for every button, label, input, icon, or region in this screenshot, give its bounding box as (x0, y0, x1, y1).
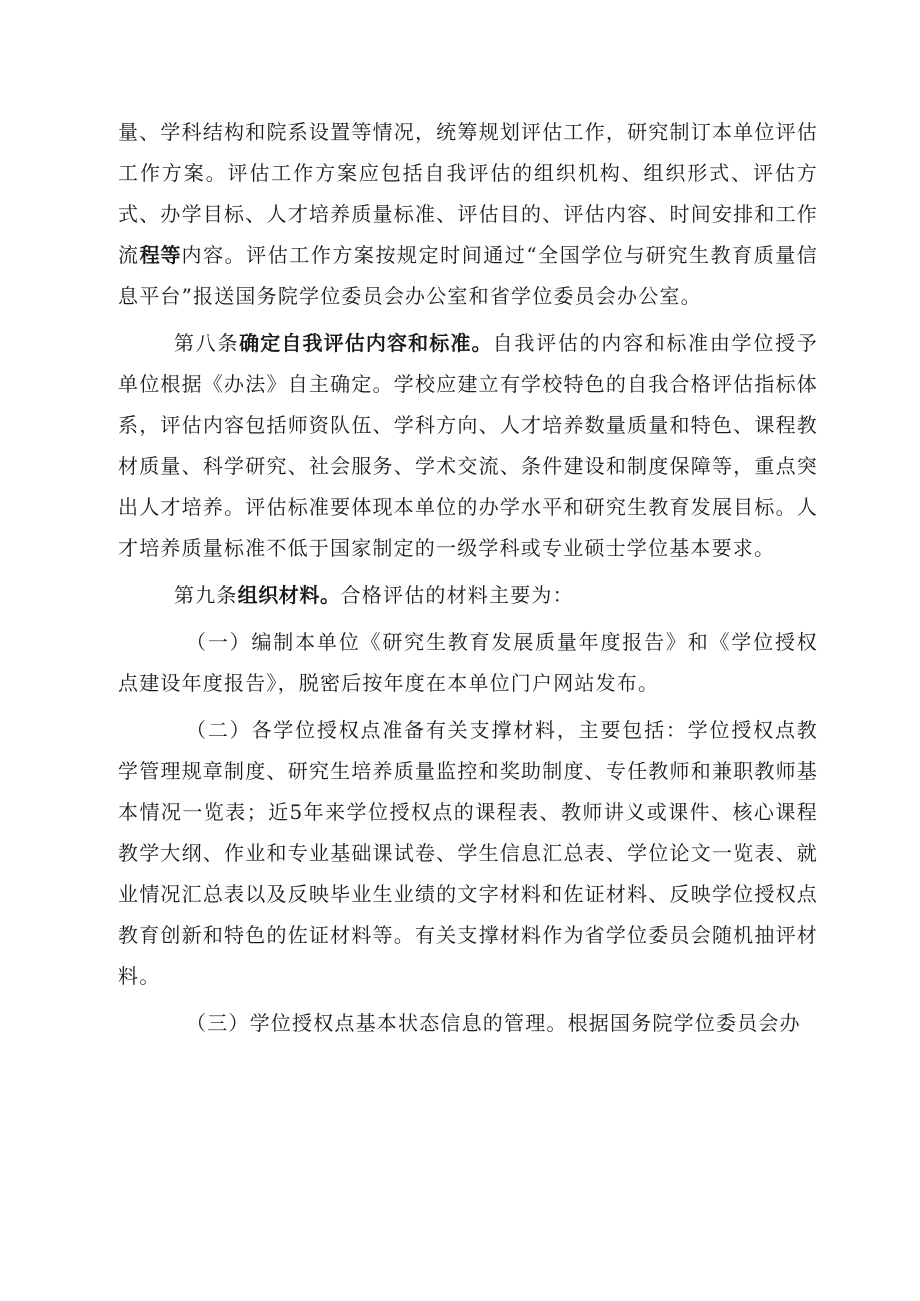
list-item-2: （二）各学位授权点准备有关支撑材料，主要包括：学位授权点教学管理规章制度、研究生培养质量监控和奖助制度、专任教师和兼职教师基本情况一览表；近5年来学位授权点的课程表、教师讲义或课件、核心课程教学大纲、作业和专业基础课试卷、学生信息汇总表、学位论文一览表、就业情况汇总表以及反映毕业生业绩的文字材料和佐证材料、反映学位授权点教育创新和特色的佐证材料等。有关支撑材料作为省学位委员会随机抽评材料。 (118, 718, 818, 988)
document-body (118, 112, 818, 1044)
article-8-paragraph (118, 323, 818, 569)
continued-bold-text: 程等 (139, 243, 182, 267)
continued-text-b: 内容。评估工作方案按规定时间通过“全国学位与研究生教育质量信息平台”报送国务院学位委员会办公室和省学位委员会办公室。 (118, 243, 819, 308)
article-9-body: 合格评估的材料主要为： (340, 583, 574, 607)
article-9-heading: 组织材料。 (237, 583, 341, 607)
article-9-label: 第九条 (174, 583, 238, 607)
continued-text-a: 量、学科结构和院系设置等情况，统筹规划评估工作，研究制订本单位评估工作方案。评估工作方案应包括自我评估的组织机构、组织形式、评估方式、办学目标、人才培养质量标准、评估目的、评估内容、时间安排和工作流 (118, 120, 818, 267)
article-8-body: 自我评估的内容和标准由学位授予单位根据《办法》自主确定。学校应建立有学校特色的自我合格评估指标体系，评估内容包括师资队伍、学科方向、人才培养数量质量和特色、课程教材质量、科学研究、社会服务、学术交流、条件建设和制度保障等，重点突出人才培养。评估标准要体现本单位的办学水平和研究生教育发展目标。人才培养质量标准不低于国家制定的一级学科或专业硕士学位基本要求。 (118, 331, 818, 560)
list-item-1: （一）编制本单位《研究生教育发展质量年度报告》和《学位授权点建设年度报告》，脱密后按年度在本单位门户网站发布。 (118, 630, 818, 695)
article-8-heading: 确定自我评估内容和标准。 (239, 331, 493, 355)
list-item-3: （三）学位授权点基本状态信息的管理。根据国务院学位委员会办 (186, 1011, 801, 1035)
continued-paragraph (118, 112, 818, 317)
article-9-paragraph (118, 575, 818, 616)
article-8-label: 第八条 (174, 331, 240, 355)
